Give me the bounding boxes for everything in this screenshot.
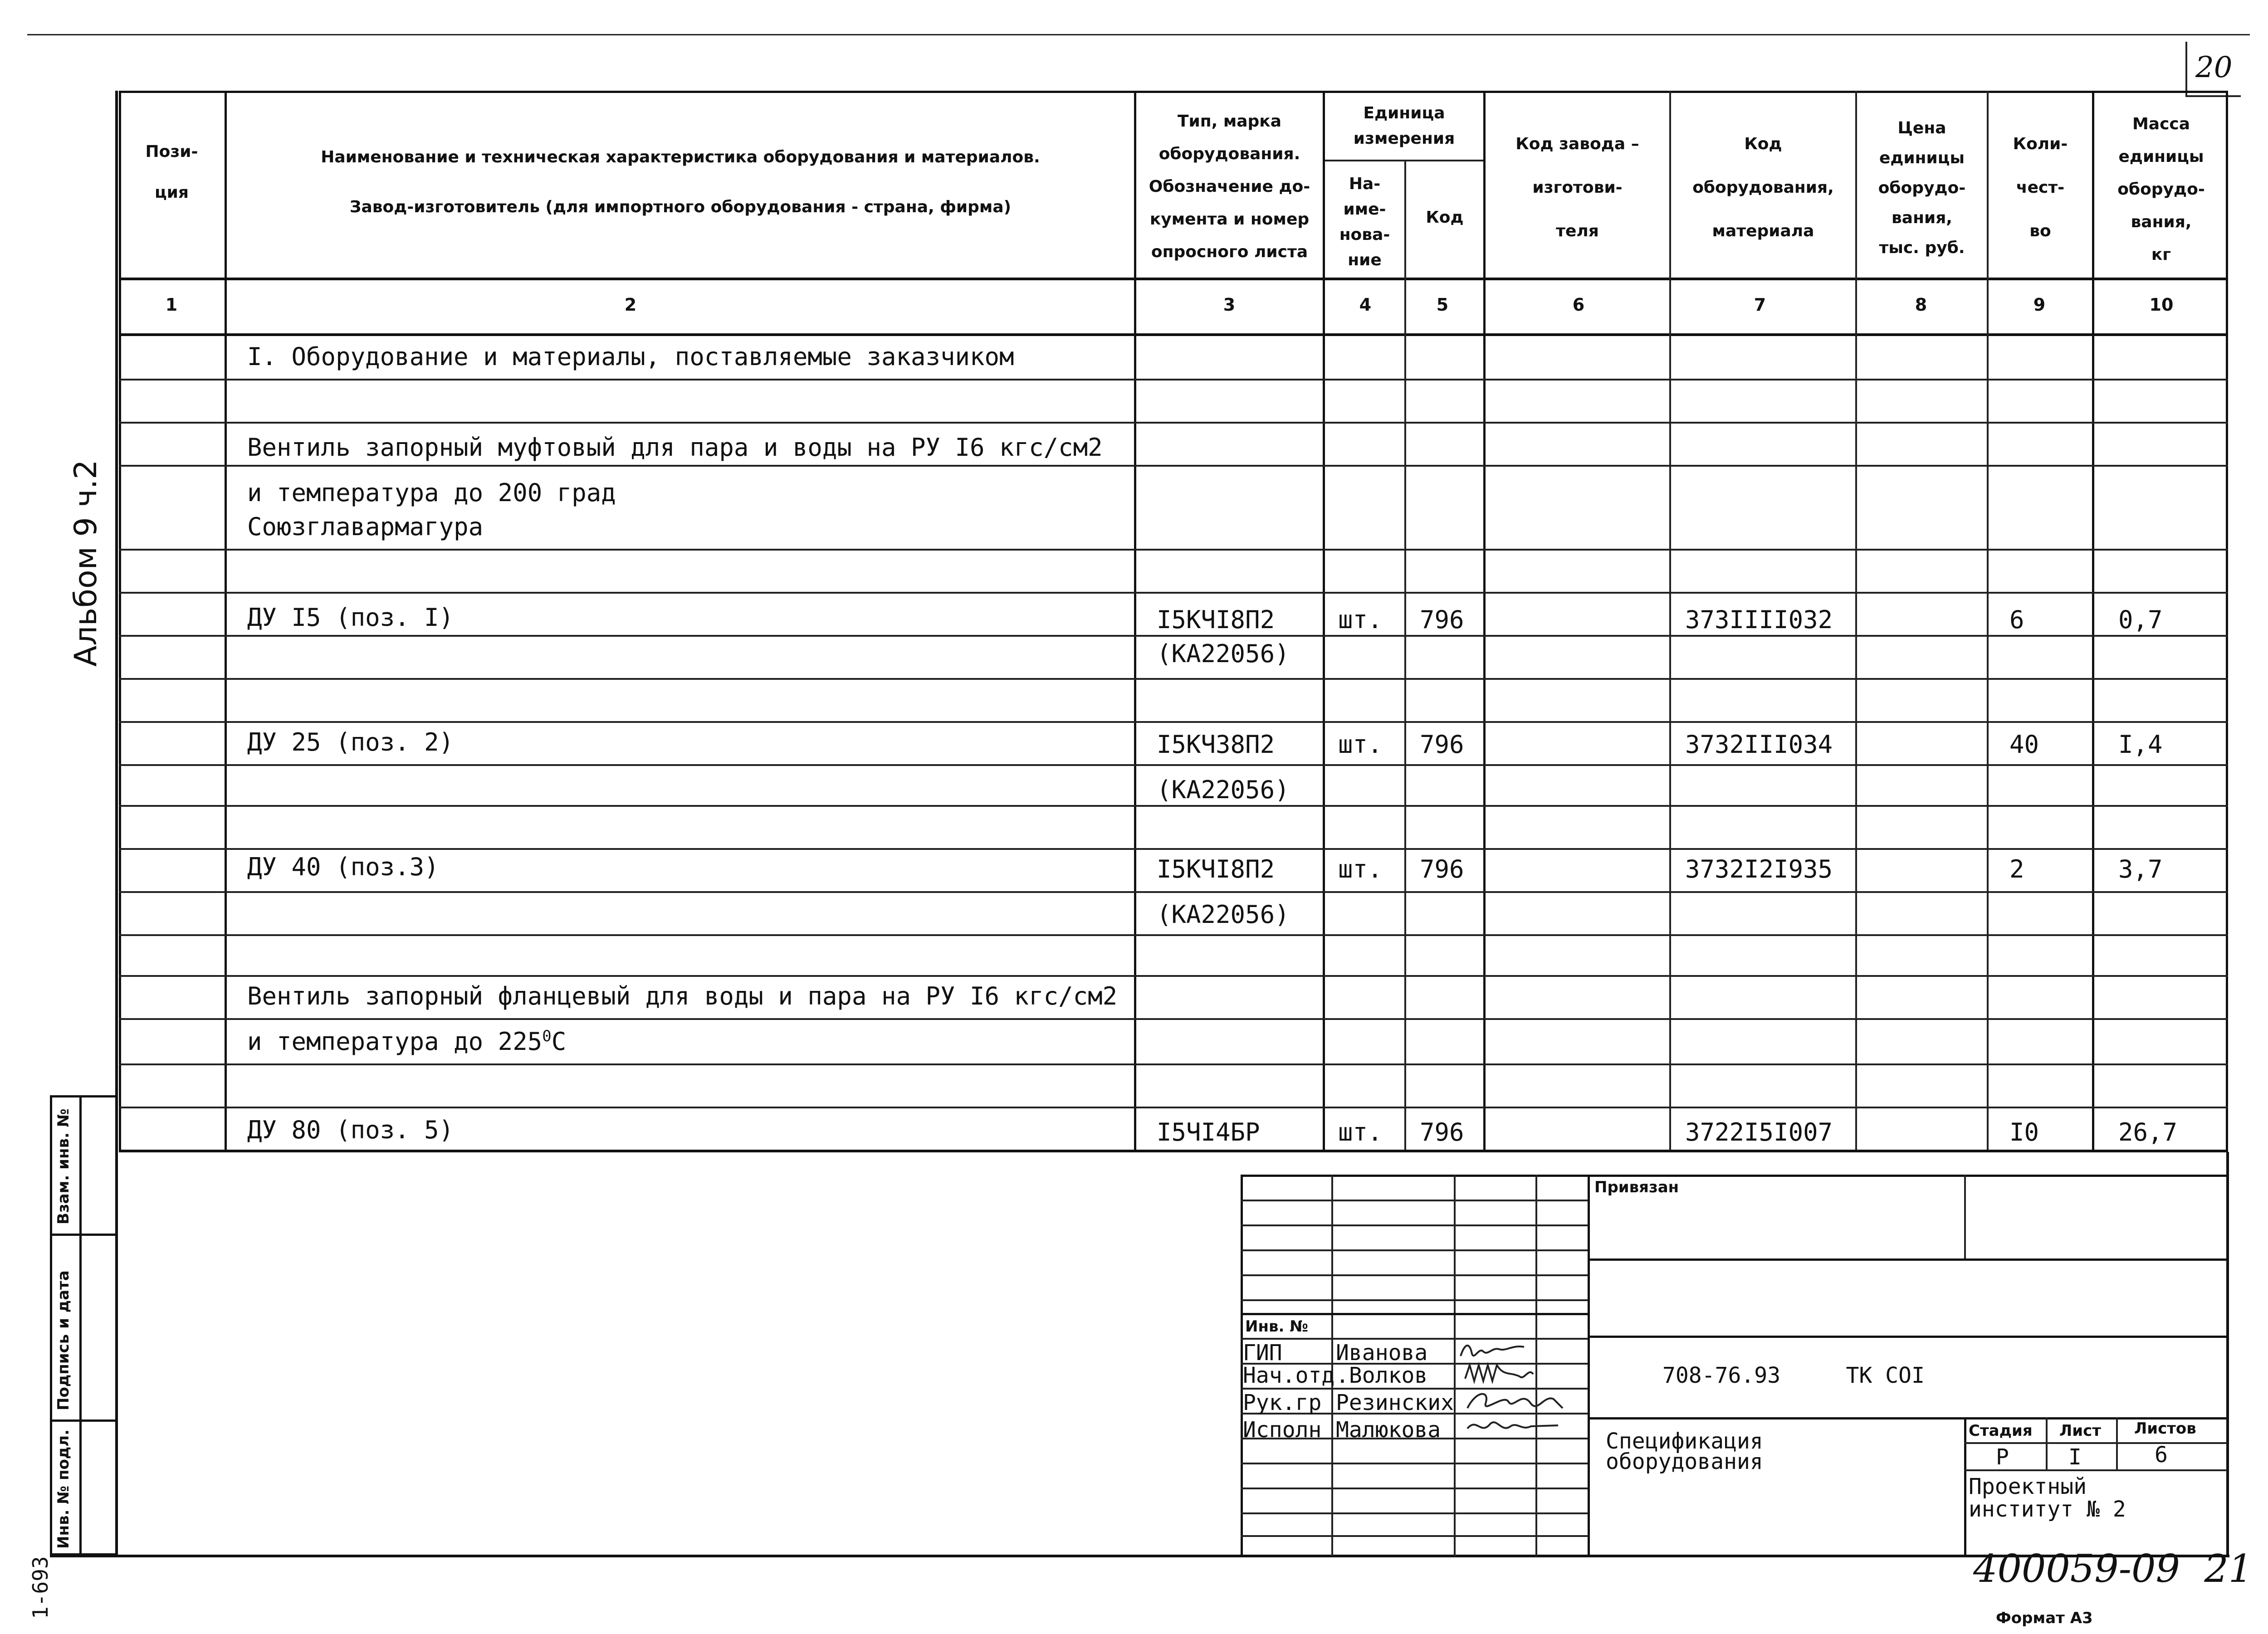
header-mass: Масса единицы оборудо- вания, кг [2117, 115, 2205, 264]
item1-equip-code: 373IIII032 [1685, 605, 1833, 634]
colnum-10: 10 [2149, 295, 2174, 315]
item2-doc: (КА22056) [1157, 776, 1290, 804]
name-ivanova: Иванова [1336, 1340, 1428, 1366]
item4-type: I5ЧI4БР [1157, 1118, 1260, 1146]
sheets-value: 6 [2155, 1442, 2168, 1468]
group1-line1: Вентиль запорный муфтовый для пара и воды на РУ I6 кгс/см2 [247, 433, 1103, 462]
group1-line3: Союзглавармагура [247, 512, 484, 541]
document-title-line1: Спецификация [1606, 1429, 1763, 1454]
stage-value: Р [1996, 1444, 2009, 1470]
item2-mass: I,4 [2118, 730, 2163, 759]
item1-doc: (КА22056) [1157, 639, 1290, 668]
item1-name: ДУ I5 (поз. I) [247, 603, 454, 632]
degree-superscript: 0 [542, 1027, 552, 1045]
sheets-label: Листов [2134, 1419, 2196, 1438]
item3-qty: 2 [2009, 855, 2024, 883]
item3-code: 796 [1420, 855, 1464, 883]
colnum-3: 3 [1223, 295, 1236, 315]
name-volkov: .Волков [1336, 1363, 1428, 1388]
item3-doc: (КА22056) [1157, 900, 1290, 929]
item4-equip-code: 3722I5I007 [1685, 1118, 1833, 1146]
group2-line1: Вентиль запорный фланцевый для воды и пара на РУ I6 кгс/см2 [247, 982, 1118, 1010]
colnum-6: 6 [1572, 295, 1585, 315]
section-title: I. Оборудование и материалы, поставляемые заказчиком [247, 342, 1014, 371]
header-quantity: Коли- чест- во [2013, 135, 2068, 240]
edge-code: 1-693 [28, 1556, 53, 1619]
header-name-line2: Завод-изготовитель (для импортного оборудования - страна, фирма) [349, 198, 1012, 216]
name-malyukova: Малюкова [1336, 1417, 1441, 1443]
colnum-1: 1 [165, 295, 178, 315]
stamp-inv-podl: Инв. № подл. [54, 1429, 73, 1549]
item4-code: 796 [1420, 1118, 1464, 1146]
item1-qty: 6 [2009, 605, 2024, 634]
group1-line2: и температура до 200 град [247, 478, 616, 507]
item1-unit: шт. [1338, 605, 1383, 634]
item2-unit: шт. [1338, 730, 1383, 759]
item1-mass: 0,7 [2118, 605, 2163, 634]
organization-line2: институт № 2 [1969, 1497, 2126, 1522]
group2-line2: и температура до $225^0С$ [247, 1027, 567, 1056]
item3-mass: 3,7 [2118, 855, 2163, 883]
colnum-9: 9 [2033, 295, 2046, 315]
header-equipment-code: Код оборудования, материала [1692, 135, 1834, 240]
header-type: Тип, марка оборудования. Обозначение до- кумента и номер опросного листа [1149, 112, 1310, 261]
inv-no-label: Инв. № [1245, 1317, 1309, 1336]
item3-type: I5КЧI8П2 [1157, 855, 1275, 883]
item2-type: I5КЧ38П2 [1157, 730, 1275, 759]
item4-unit: шт. [1338, 1118, 1383, 1146]
role-ruk-gr: Рук.гр [1243, 1390, 1322, 1415]
item2-name: ДУ 25 (поз. 2) [247, 728, 454, 756]
header-unit-group: Единица измерения [1353, 104, 1455, 148]
item3-unit: шт. [1338, 855, 1383, 883]
format-label: Формат А3 [1996, 1609, 2093, 1627]
item2-equip-code: 3732III034 [1685, 730, 1833, 759]
top-rule [27, 34, 2250, 35]
header-unit-code: Код [1426, 208, 1464, 227]
colnum-5: 5 [1436, 295, 1449, 315]
item1-type: I5КЧI8П2 [1157, 605, 1275, 634]
item1-code: 796 [1420, 605, 1464, 634]
sheet-value: I [2068, 1444, 2082, 1470]
colnum-2: 2 [624, 295, 637, 315]
role-ispoln: Исполн [1243, 1417, 1322, 1443]
sheet-label: Лист [2059, 1422, 2101, 1440]
stamp-vzam-inv: Взам. инв. № [54, 1108, 73, 1224]
item4-name: ДУ 80 (поз. 5) [247, 1116, 454, 1144]
stamp-sign-date: Подпись и дата [54, 1270, 73, 1410]
item3-name: ДУ 40 (поз.3) [247, 853, 439, 881]
header-price: Цена единицы оборудо- вания, тыс. руб. [1878, 119, 1966, 257]
organization-line1: Проектный [1969, 1474, 2087, 1499]
document-code: 708-76.93 ТК СОI [1662, 1363, 1925, 1388]
page-number: 20 [2195, 51, 2233, 84]
header-plant-code: Код завода – изготови- теля [1515, 135, 1639, 240]
name-rezinskikh: Резинских [1336, 1390, 1454, 1415]
colnum-7: 7 [1754, 295, 1766, 315]
header-name-line1: Наименование и техническая характеристика оборудования и материалов. [321, 148, 1040, 166]
document-title-line2: оборудования [1606, 1449, 1763, 1474]
stage-label: Стадия [1969, 1422, 2033, 1440]
archive-number: 400059-09 21 [1973, 1546, 2253, 1591]
privyazan-label: Привязан [1594, 1178, 1679, 1196]
item4-mass: 26,7 [2118, 1118, 2178, 1146]
item3-equip-code: 3732I2I935 [1685, 855, 1833, 883]
signature-malyukova [1463, 1413, 1563, 1440]
colnum-4: 4 [1359, 295, 1372, 315]
colnum-8: 8 [1915, 295, 1927, 315]
album-label: Альбом 9 ч.2 [68, 459, 104, 667]
item2-qty: 40 [2009, 730, 2039, 759]
role-nach-otd: Нач.отд [1243, 1363, 1335, 1388]
header-position: Пози- ция [145, 142, 198, 202]
header-unit-name: На- име- нова- ние [1339, 175, 1390, 269]
role-gip: ГИП [1243, 1340, 1282, 1366]
item4-qty: I0 [2009, 1118, 2039, 1146]
item2-code: 796 [1420, 730, 1464, 759]
